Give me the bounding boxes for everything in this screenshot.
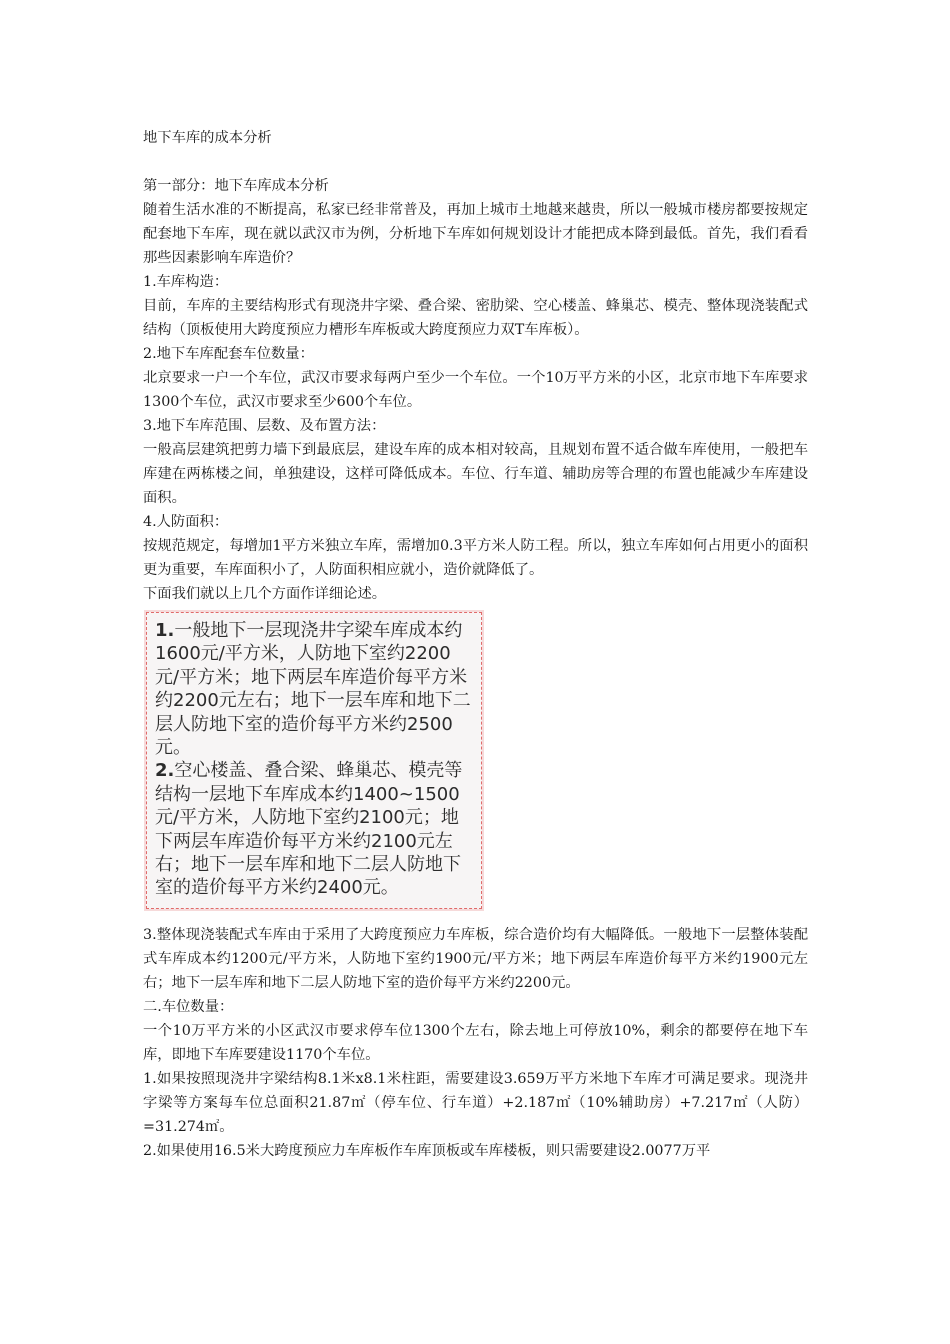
document-body xyxy=(143,126,808,1163)
paragraph-civil-defense-area: 按规范规定，每增加1平方米独立车库，需增加0.3平方米人防工程。所以，独立车库如何占用更小的面积更为重要，车库面积小了，人防面积相应就小，造价就降低了。 xyxy=(143,538,808,578)
paragraph-assembled-structure: 3.整体现浇装配式车库由于采用了大跨度预应力车库板，综合造价均有大幅降低。一般地下一层整体装配式车库成本约1200元/平方米，人防地下室约1900元/平方米；地下两层车库造价每平方米约1900元左右；地下一层车库和地下二层人防地下室的造价每平方米约2200元。 xyxy=(143,926,808,991)
paragraph-parking-count: 北京要求一户一个车位，武汉市要求每两户至少一个车位。一个10万平方米的小区，北京市地下车库要求1300个车位，武汉市要求至少600个车位。 xyxy=(143,370,808,410)
document-title: 地下车库的成本分析 xyxy=(143,130,272,146)
subheading-parking-count: 2.地下车库配套车位数量： xyxy=(143,346,314,362)
subheading-civil-defense-area: 4.人防面积： xyxy=(143,514,229,530)
image-item-1-text: 一般地下一层现浇井字梁车库成本约1600元/平方米，人防地下室约2200元/平方米；地下两层车库造价每平方米约2200元左右；地下一层车库和地下二层人防地下室的造价每平方米约2500元。 xyxy=(155,620,471,759)
embedded-cost-image xyxy=(146,612,482,909)
paragraph-garage-structure: 目前，车库的主要结构形式有现浇井字梁、叠合梁、密肋梁、空心楼盖、蜂巢芯、模壳、整体现浇装配式结构（顶板使用大跨度预应力槽形车库板或大跨度预应力双T车库板）。 xyxy=(143,298,808,338)
paragraph-parking-spaces: 一个10万平方米的小区武汉市要求停车位1300个左右，除去地上可停放10%，剩余的都要停在地下车库，即地下车库要建设1170个车位。 xyxy=(143,1022,808,1063)
paragraph-transition: 下面我们就以上几个方面作详细论述。 xyxy=(143,586,387,602)
intro-paragraph: 随着生活水准的不断提高，私家已经非常普及，再加上城市土地越来越贵，所以一般城市楼房都要按规定配套地下车库，现在就以武汉市为例，分析地下车库如何规划设计才能把成本降到最低。首先，我们看看那些因素影响车库造价？ xyxy=(143,202,808,266)
paragraph-prestressed-option: 2.如果使用16.5米大跨度预应力车库板作车库顶板或车库楼板，则只需要建设2.0077万平 xyxy=(143,1142,711,1159)
image-item-1-number: 1. xyxy=(155,620,175,641)
subheading-parking-spaces: 二.车位数量： xyxy=(143,998,234,1015)
section-heading-part-one: 第一部分：地下车库成本分析 xyxy=(143,178,329,194)
paragraph-waffle-beam-option: 1.如果按照现浇井字梁结构8.1米x8.1米柱距，需要建设3.659万平方米地下车库才可满足要求。现浇井字梁等方案每车位总面积21.87㎡（停车位、行车道）+2.187㎡（10%辅助房）+7.217㎡（人防）=31.274㎡。 xyxy=(143,1070,808,1135)
image-item-1 xyxy=(155,619,473,759)
image-item-2 xyxy=(155,759,473,899)
image-item-2-text: 空心楼盖、叠合梁、蜂巢芯、模壳等结构一层地下车库成本约1400~1500元/平方米，人防地下室约2100元；地下两层车库造价每平方米约2100元左右；地下一层车库和地下二层人防地下室的造价每平方米约2400元。 xyxy=(155,760,463,899)
image-item-2-number: 2. xyxy=(155,760,175,782)
paragraph-garage-layout: 一般高层建筑把剪力墙下到最底层，建设车库的成本相对较高，且规划布置不适合做车库使用，一般把车库建在两栋楼之间，单独建设，这样可降低成本。车位、行车道、辅助房等合理的布置也能减少车库建设面积。 xyxy=(143,442,808,506)
subheading-garage-layout: 3.地下车库范围、层数、及布置方法： xyxy=(143,418,386,434)
subheading-garage-structure: 1.车库构造： xyxy=(143,274,229,290)
